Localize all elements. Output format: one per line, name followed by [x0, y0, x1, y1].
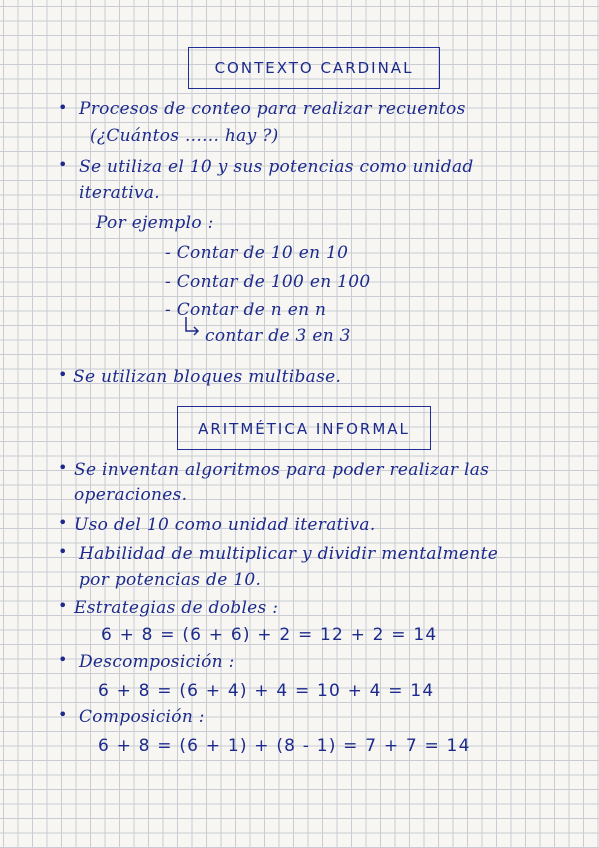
- bullet-dot: •: [58, 705, 68, 724]
- text-line: Procesos de conteo para realizar recuentos: [79, 99, 466, 119]
- text-line: por potencias de 10.: [79, 570, 262, 590]
- example-sub: contar de 3 en 3: [205, 326, 351, 346]
- bullet-dot: •: [58, 650, 68, 669]
- section-title-box: [188, 47, 440, 89]
- bullet-dot: •: [58, 98, 68, 117]
- text-line: Se inventan algoritmos para poder realizar las: [74, 460, 490, 480]
- section-title: CONTEXTO CARDINAL: [214, 59, 414, 77]
- section-title-box: [177, 406, 431, 450]
- text-line: iterativa.: [79, 183, 161, 203]
- text-line: (¿Cuántos ...... hay ?): [90, 126, 279, 146]
- text-line: Composición :: [79, 707, 205, 727]
- section-title: ARITMÉTICA INFORMAL: [198, 420, 410, 438]
- bullet-dot: •: [58, 458, 68, 477]
- bullet-dot: •: [58, 542, 68, 561]
- text-line: operaciones.: [74, 485, 188, 505]
- equation: 6 + 8 = (6 + 1) + (8 - 1) = 7 + 7 = 14: [98, 736, 471, 756]
- text-line: Se utilizan bloques multibase.: [73, 367, 342, 387]
- text-line: Habilidad de multiplicar y dividir mentalmente: [79, 544, 499, 564]
- text-line: Uso del 10 como unidad iterativa.: [74, 515, 376, 535]
- equation: 6 + 8 = (6 + 6) + 2 = 12 + 2 = 14: [101, 625, 438, 645]
- text-line: Descomposición :: [79, 652, 235, 672]
- example-item: - Contar de n en n: [165, 300, 327, 320]
- equation: 6 + 8 = (6 + 4) + 4 = 10 + 4 = 14: [98, 681, 435, 701]
- bullet-dot: •: [58, 596, 68, 615]
- example-item: - Contar de 10 en 10: [165, 243, 349, 263]
- arrow-icon: [183, 316, 201, 338]
- text-line: Se utiliza el 10 y sus potencias como unidad: [79, 157, 474, 177]
- bullet-dot: •: [58, 513, 68, 532]
- example-label: Por ejemplo :: [96, 213, 214, 233]
- example-item: - Contar de 100 en 100: [165, 272, 371, 292]
- text-line: Estrategias de dobles :: [74, 598, 279, 618]
- bullet-dot: •: [58, 365, 68, 384]
- bullet-dot: •: [58, 155, 68, 174]
